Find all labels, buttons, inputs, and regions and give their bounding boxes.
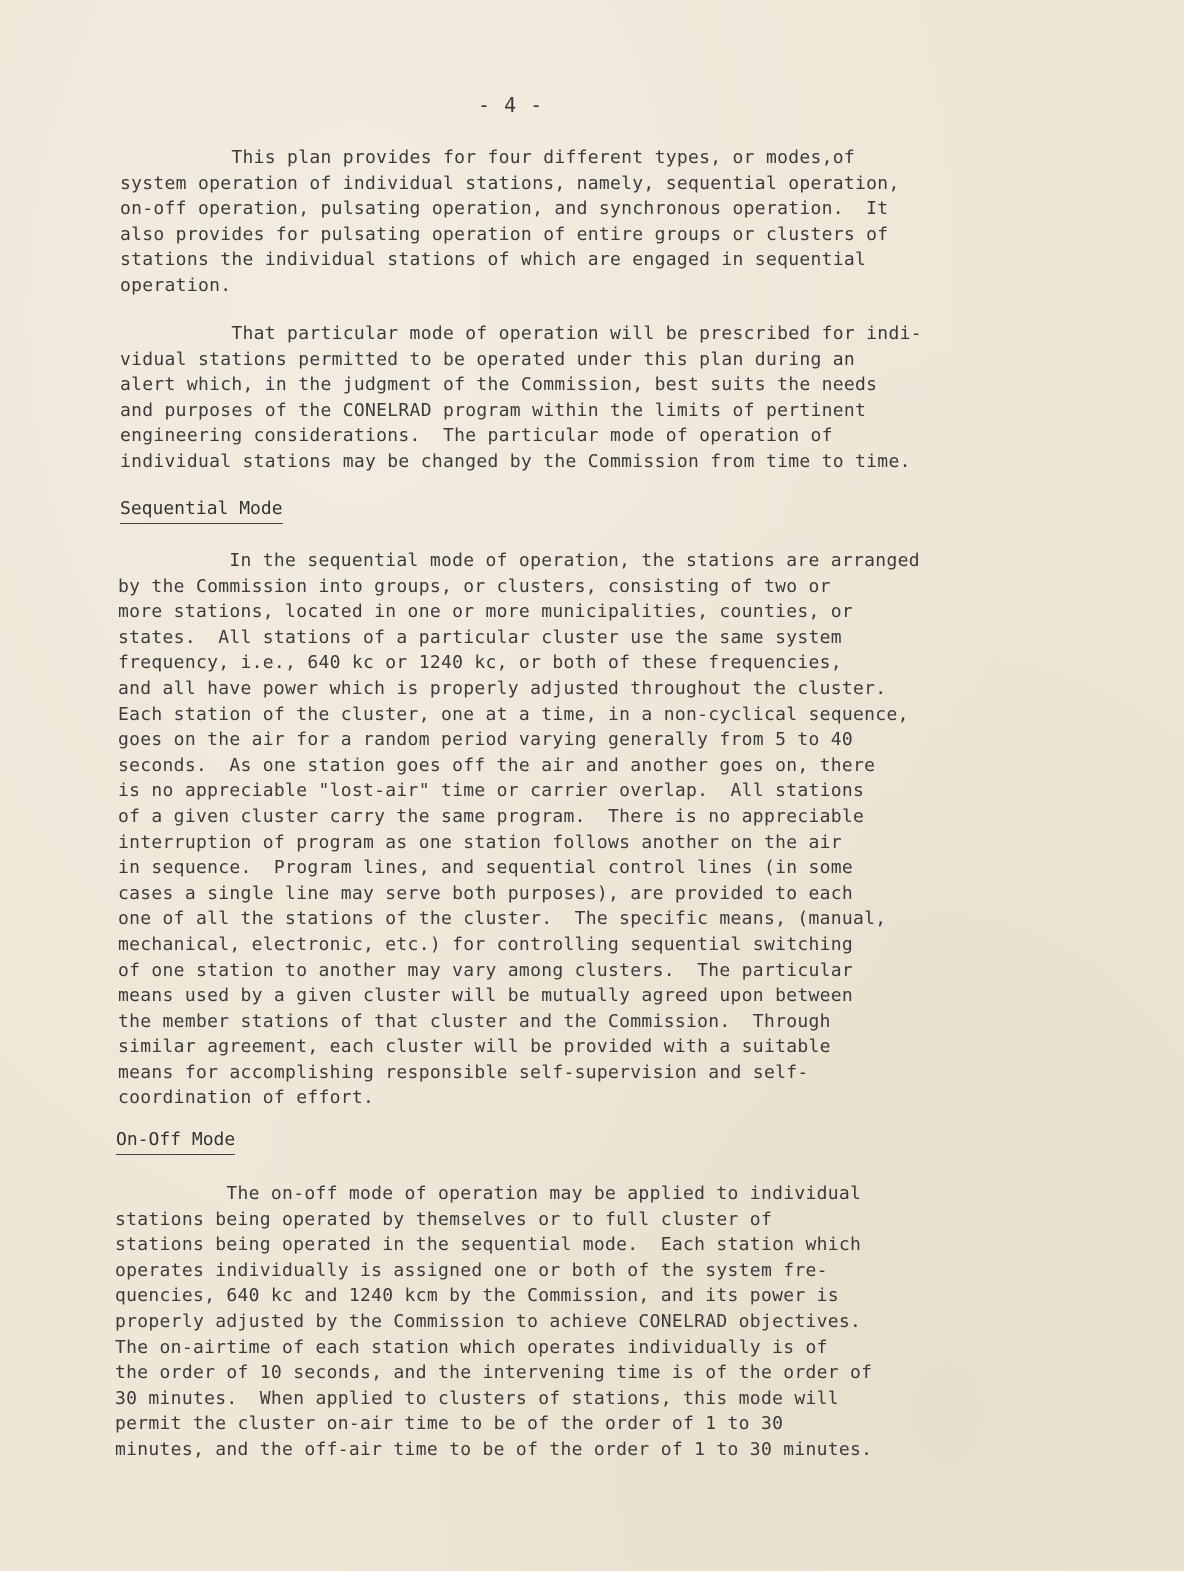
paragraph-modes-overview: This plan provides for four different types, or modes,of system operation of individual stations, namely, sequential operation, on-off operation, pulsating operation, and synchronous operation. It also provides for pulsating operation of entire groups or clusters of stations the individual stations of which are engaged in sequential operation. bbox=[120, 147, 900, 296]
paragraph-sequential-mode: In the sequential mode of operation, the stations are arranged by the Commission into groups, or clusters, consisting of two or more stations, located in one or more municipalities, counties, or states. All stations of a particular cluster use the same system frequency, i.e., 640 kc or 1240 kc, or both of these frequencies, and all have power which is properly adjusted throughout the cluster. Each station of the cluster, one at a time, in a non-cyclical sequence, goes on the air for a random period varying generally from 5 to 40 seconds. As one station goes off the air and another goes on, there is no appreciable "lost-air" time or carrier overlap. All stations of a given cluster carry the same program. There is no appreciable interruption of program as one station follows another on the air in sequence. Program lines, and sequential control lines (in some cases a single line may serve both purposes), are provided to each one of all the stations of the cluster. The specific means, (manual, mechanical, electronic, etc.) for controlling sequential switching of one station to another may vary among clusters. The particular means used by a given cluster will be mutually agreed upon between the member stations of that cluster and the Commission. Through similar agreement, each cluster will be provided with a suitable means for accomplishing responsible self-supervision and self- coordination of effort. bbox=[118, 550, 920, 1109]
section-heading-on-off-mode: On-Off Mode bbox=[116, 1127, 235, 1155]
paragraph-on-off-mode: The on-off mode of operation may be applied to individual stations being operated by themselves or to full cluster of stations being operated in the sequential mode. Each station which operates individually is assigned one or both of the system fre- quencies, 640 kc and 1240 kcm by the Commission, and its power is properly adjusted by the Commission to achieve CONELRAD objectives. The on-airtime of each station which operates individually is of the order of 10 seconds, and the intervening time is of the order of 30 minutes. When applied to clusters of stations, this mode will permit the cluster on-air time to be of the order of 1 to 30 minutes, and the off-air time to be of the order of 1 to 30 minutes. bbox=[115, 1183, 873, 1460]
page-number: - 4 - bbox=[478, 93, 544, 117]
section-heading-sequential-mode: Sequential Mode bbox=[120, 496, 283, 524]
paragraph-mode-prescription: That particular mode of operation will be prescribed for indi- vidual stations permitted to be operated under this plan during an alert which, in the judgment of the Commission, best suits the needs and purposes of the CONELRAD program within the limits of pertinent engineering considerations. The particular mode of operation of individual stations may be changed by the Commission from time to time. bbox=[120, 323, 922, 472]
